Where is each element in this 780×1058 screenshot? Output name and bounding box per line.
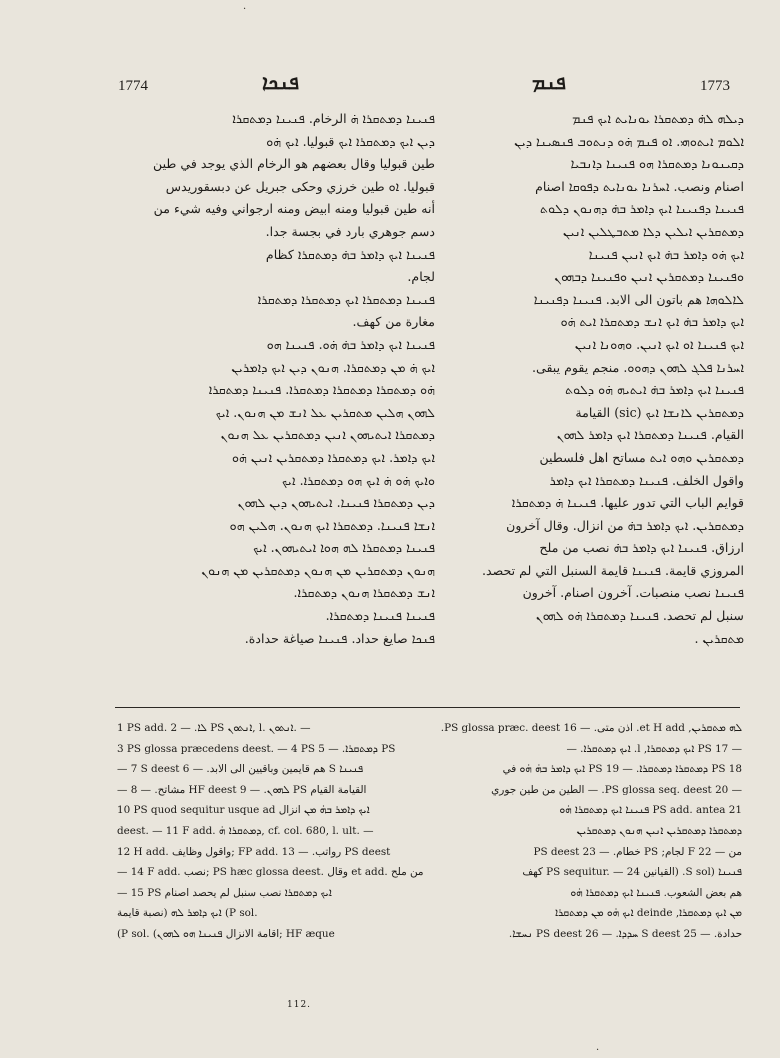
- text-line: ܦܢܝܢܐ ܕܦܢܝܢܐ ܐܝܟ ܕܐܡܪ ܒܗ̇ ܕܗܢܘܢ ܕܠܘܬ: [540, 201, 744, 217]
- text-line: ܦܢܝܢܐ ܦܢܝܢܐ ܕܡܬܩܪܐ.: [325, 608, 435, 624]
- text-line: أنه طين قبوليا ومنه ابيض ومنه ارجواني وفيه شيء من: [153, 201, 435, 217]
- text-line: ܦܢܝܢܐ ܐܝܟ ܕܐܡܪ ܒܗ̇ ܗ̇ܘ. ܦܢܝܢܐ ܗܘ: [266, 336, 435, 352]
- text-line: ܐܝܟ ܕܐܡܪ. ܐܝܟ ܕܡܬܩܪܐ ܕܡܬܩܪܝܢ ܐܢܝܢ ܗ̇ܘ: [231, 449, 435, 465]
- footnote-line: — 7 S deest هم قايمين وباقيين الى الابد. — 6 S ܦܢܝܢܐ: [117, 763, 364, 776]
- footnote-line: (P sol. (اقامة الانزال ܦܢܝܢܐ ܗܘ ܠܗܘܢ; HF æque: [117, 927, 335, 940]
- text-line: مغارة من كهف.: [352, 314, 435, 330]
- text-line: ܗ̇ܘ ܕܡܬܩܪܐ ܕܡܬܩܪܐ ܕܡܬܩܪܐ. ܦܢܝܢܐ ܕܡܬܩܪܐ: [208, 382, 435, 398]
- text-line: ܐܝܟ ܕܐܡܪ ܒܗ̇ ܐܝܟ ܐܢܫ ܕܡܬܩܪܐ ܐܝܬ ܗ̇ܘ: [560, 314, 744, 330]
- text-line: ܕܡܬܩܪܝܢ. ܐܝܟ ܕܐܡܪ ܒܗ̇ من انزال. وقال آخرون: [506, 517, 744, 533]
- text-line: ܐܢܫ ܕܡܬܩܪܐ ܗܢܘܢ ܕܡܬܩܪܐ.: [293, 585, 435, 601]
- text-line: ܐܢܫܐ ܦܢܝܢܐ. ܕܡܬܩܪܐ ܐܝܟ ܗܢܘܢ. ܗܠܝܢ ܗܘ: [229, 517, 435, 533]
- text-line: لجام.: [407, 269, 435, 285]
- footnote-line: 21 PS add. antea ܦܢܝܢܐ ܐܝܟ ܕܡܬܩܪܐ ܗ̇ܘ: [559, 804, 742, 817]
- right-running-title: ܦܢܡ: [532, 70, 566, 94]
- right-footnotes: [424, 718, 742, 988]
- footnote-rule: [115, 707, 740, 708]
- text-line: ܐܚܪܢܐ ܦܠܓ ܠܗܘܢ ܕܗܘܘ. منجم يقوم يبقى.: [531, 359, 744, 375]
- right-text-column: [424, 108, 744, 703]
- running-header: [0, 70, 780, 104]
- text-line: قوايم الباب التي تدور عليها. ܦܢܝܢܐ ܗ̇ ܕܡܬܩܪܐ: [511, 495, 744, 511]
- text-line: ܦܢܝܢܐ ܕܡܬܩܪܐ ܠܗ ܗܘܐ ܐܝܬܝܗܘܢ. ܐܝܟ: [253, 540, 435, 556]
- text-line: قبوليا. ܐܘ طين خرزي وحكى جبريل عن دبسقوريدس: [165, 178, 435, 194]
- text-line: ܕܝܠܗ ܠܗ̇ ܕܡܬܩܪܐ ܝܘܢܐܝܬ ܐܝܟ ܦܢܡ: [572, 111, 744, 126]
- text-line: اصنام ونصب. ܐܚܪܢܐ ܝܘܢܐܝܬ ܕܦܘܩܐ اصنام: [535, 178, 744, 194]
- footnote-line: — 20 PS glossa seq. deest. — الطين من طين جوري: [491, 783, 742, 796]
- footnote-line: 18 PS ܕܡܬܩܪܐ ܕܡܬܩܪܐ. — 19 PS ܐܝܟ ܕܐܡܪ ܒܗ̇ ܗ̇ܘ في: [502, 763, 742, 776]
- text-line: ܕܡܬܩܪܐ ܐܝܬܝܗܘܢ ܐܢܝܢ ܕܡܬܩܪܝܢ ܥܠ ܗܢܘܢ: [220, 427, 435, 443]
- text-line: ܡܬܩܪܝܢ .: [694, 630, 744, 646]
- text-line: ܦܢܝܢܐ ܐܝܟ ܕܐܡܪ ܒܗ̇ ܕܡܬܩܪܐ كظام: [265, 246, 435, 262]
- text-line: طين قبوليا وقال بعضهم هو الرخام الذي يوجد في طين: [152, 156, 435, 172]
- text-line: ܕܡܬܩܪܝܢ ܠܐܢܫܐ ܐܝܟ (sic) القيامة: [575, 404, 744, 420]
- text-line: ܗܢܘܢ ܕܡܬܩܪܝܢ ܡܢ ܗܢܘܢ ܕܡܬܩܪܝܢ ܡܢ ܗܢܘܢ: [201, 562, 435, 578]
- text-line: ܐܠܘܡ ܐܝܬܘܗܝ. ܐܘ ܦܢܡ ܗ̇ܘ ܕܢܬܘܒ ܦܢܣܝܢܐ ܕܝܢ: [514, 133, 744, 149]
- footnote-line: 10 PS quod sequitur usque ad ܐܝܟ ܕܐܡܪ ܒܗ̇ ܡܢ انزال: [117, 804, 370, 817]
- text-line: ܕܡܬܩܪܝܢ ܘܗܘ ܐܝܬ مساتح اهل فلسطين: [539, 449, 744, 465]
- footnote-line: ܡܢ ܐܝܟ ܕܡܬܩܪܐ, deinde ܐܝܟ ܗ̇ܘ ܡܢ ܕܡܬܩܪܐ: [555, 907, 742, 920]
- text-line: سنبل لم تحصد. ܦܢܝܢܐ ܕܡܬܩܪܐ ܗ̇ܘ ܠܗܘܢ: [535, 608, 744, 624]
- text-line: ܕܡܬܩܪܝܢ ܐܝܠܝܢ ܕܠܐ ܡܬܒܛܠܝܢ ܐܢܝܢ: [562, 223, 744, 239]
- text-line: ܦܢܝܢܐ ܕܡܬܩܪܐ ܐܝܟ ܕܡܬܩܪܐ ܕܡܬܩܪܐ: [257, 291, 435, 307]
- text-line: واقول الخلف. ܦܢܝܢܐ ܕܡܬܩܪܐ ܐܝܟ ܕܐܡܪ: [549, 472, 744, 488]
- footnote-line: — مشاتح. — 8 HF deest ܠܗܘܢ. — 9 PS القيامة القيام: [117, 783, 367, 796]
- text-line: ܕܝܢ ܐܝܟ ܕܡܬܩܪܐ ܐܝܟ قبوليا. ܐܝܟ ܗ̇ܘ: [266, 133, 435, 149]
- footnote-line: ܕܡܬܩܪܐ ܕܡܬܩܪܝܢ ܐܢܝܢ ܗܢܘܢ ܕܡܬܩܪܝܢ: [576, 824, 742, 837]
- text-line: ارزاق. ܦܢܝܢܐ ܐܝܟ ܕܐܡܪ ܒܗ̇ نصب من ملح: [539, 540, 744, 556]
- left-page-number: 1774: [118, 78, 148, 94]
- footnote-line: 3 PS glossa præcedens deest. — 4 PS ܕܡܬܩܪܐ. — 5 PS: [117, 742, 396, 755]
- footnote-line: — 17 PS ܐܝܟ ܕܡܬܩܪܐ, l. ܐܝܟ ܕܡܬܩܪܐ. —: [566, 742, 742, 755]
- text-line: ܦܢܝܢܐ ܐܝܟ ܕܐܡܪ ܒܗ̇ ܐܝܬܝܗ ܗ̇ܘ ܕܠܘܬ: [565, 382, 744, 398]
- footnote-line: حدادة. — 25 S deest ܚܕܕܐ. — 26 PS deest ܢܚܫܐ.: [508, 927, 742, 940]
- text-line: ܐܝܟ ܦܢܝܢܐ ܐܘ ܐܝܟ ܐܢܝܢ. ܘܗܘܢܐ ܐܢܝܢ: [574, 336, 744, 352]
- footnote-line: 12 H add. واقول وظايف; FP add. رواتب. — 13 PS deest: [117, 845, 391, 858]
- text-line: ܦܢܟܐ صايغ حداد. ܦܢܝܢܐ صياغة حدادة.: [244, 630, 435, 646]
- text-line: ܦܢܝܢܐ نصب منصبات. آخرون اصنام. آخرون: [522, 585, 744, 601]
- footnote-line: — 14 F add. نصب; PS hæc glossa deest. وقال et add. من ملح: [117, 866, 424, 879]
- text-line: ܕܩܝܢܘܢܐ ܕܡܬܩܪܐ ܗܘ ܦܢܝܢܐ ܕܐܢܒܝܐ: [570, 156, 744, 172]
- text-line: ܘܐܝܟ ܗ̇ܘ ܗ̇ ܐܝܟ ܗܘ ܕܡܬܩܪܐ. ܐܝܟ: [282, 472, 435, 488]
- footnote-line: هم بعض الشعوب. ܦܢܝܢܐ ܐܝܟ ܕܡܬܩܪܐ ܗ̇ܘ: [570, 886, 742, 899]
- left-footnotes: [117, 718, 435, 988]
- text-line: ܕܝܢ ܕܡܬܩܪܐ ܦܢܝܢܐ. ܐܝܬܝܗܘܢ ܕܝܢ ܠܗܘܢ: [237, 495, 435, 511]
- text-line: القيام. ܦܢܝܢܐ ܕܡܬܩܪܐ ܐܝܟ ܕܐܡܪ ܠܗܘܢ: [556, 427, 744, 443]
- text-line: ܦܢܝܢܐ ܕܡܬܩܪܐ ܗ̇ الرخام. ܦܢܝܢܐ ܕܡܬܩܪܐ: [232, 111, 435, 126]
- footnote-line: — 15 PS ܐܝܟ ܕܡܬܩܪܐ نصب سنبل لم يحصد اصنام: [117, 886, 332, 899]
- text-line: المروزي قايمة. ܦܢܝܢܐ قايمة السنبل التي لم تحصد.: [481, 562, 744, 578]
- footnote-line: من — 22 F لجام; PS خطام. — 23 PS deest: [533, 845, 742, 858]
- footnote-line: 1 PS add. ܠܐ. — 2 PS ܐܢܬܘܢ, l. ܐܢܬܘܢ. —: [117, 722, 311, 734]
- left-text-column: [115, 108, 435, 703]
- text-line: ܘܦܢܝܢܐ ܕܡܬܩܪܝܢ ܐܢܝܢ ܘܦܢܝܢܐ ܕܒܗܘܢ: [554, 269, 744, 285]
- footnote-line: deest. — 11 F add. ܕܡܬܩܪܐ ܗ̇, cf. col. 680, l. ult. —: [117, 824, 374, 837]
- footnote-line: ܦܢܝܢܐ (S sol. (القيانين PS sequitur. — 24 كهف: [522, 866, 742, 879]
- signature-mark: 112.: [287, 1000, 312, 1010]
- printer-mark: ·: [243, 4, 247, 15]
- printer-mark: ·: [596, 1045, 600, 1056]
- footnote-line: ܐܝܟ ܕܐܡܪ ܠܗ (نصبة قايمة (P sol.: [117, 907, 258, 920]
- text-line: دسم جوهري بارد في بجسة جدا.: [265, 223, 435, 239]
- text-line: ܠܐܠܘܗܐ هم باتون الى الابد. ܦܢܝܢܐ ܕܦܢܝܢܐ: [533, 291, 744, 307]
- text-line: ܐܝܟ ܗ̇ܘ ܕܐܡܪ ܒܗ̇ ܐܝܟ ܐܢܝܢ ܦܢܝܢܐ: [588, 246, 744, 262]
- footnote-line: ܠܗ ܡܬܩܪܝܢ, et H add. اذن متى. — 16 PS glossa præc. deest.: [440, 722, 742, 734]
- text-line: ܠܗܘܢ ܗܠܝܢ ܡܬܩܪܝܢ ܥܠ ܐܢܫ ܡܢ ܗܢܘܢ. ܐܝܟ: [215, 404, 435, 420]
- text-line: ܐܝܟ ܗ̇ ܡܢ ܕܡܬܩܪܐ. ܗܢܘܢ ܕܝܢ ܐܝܟ ܕܐܡܪܝܢ: [231, 359, 435, 375]
- left-running-title: ܦܢܟܐ: [262, 70, 299, 94]
- right-page-number: 1773: [700, 78, 730, 94]
